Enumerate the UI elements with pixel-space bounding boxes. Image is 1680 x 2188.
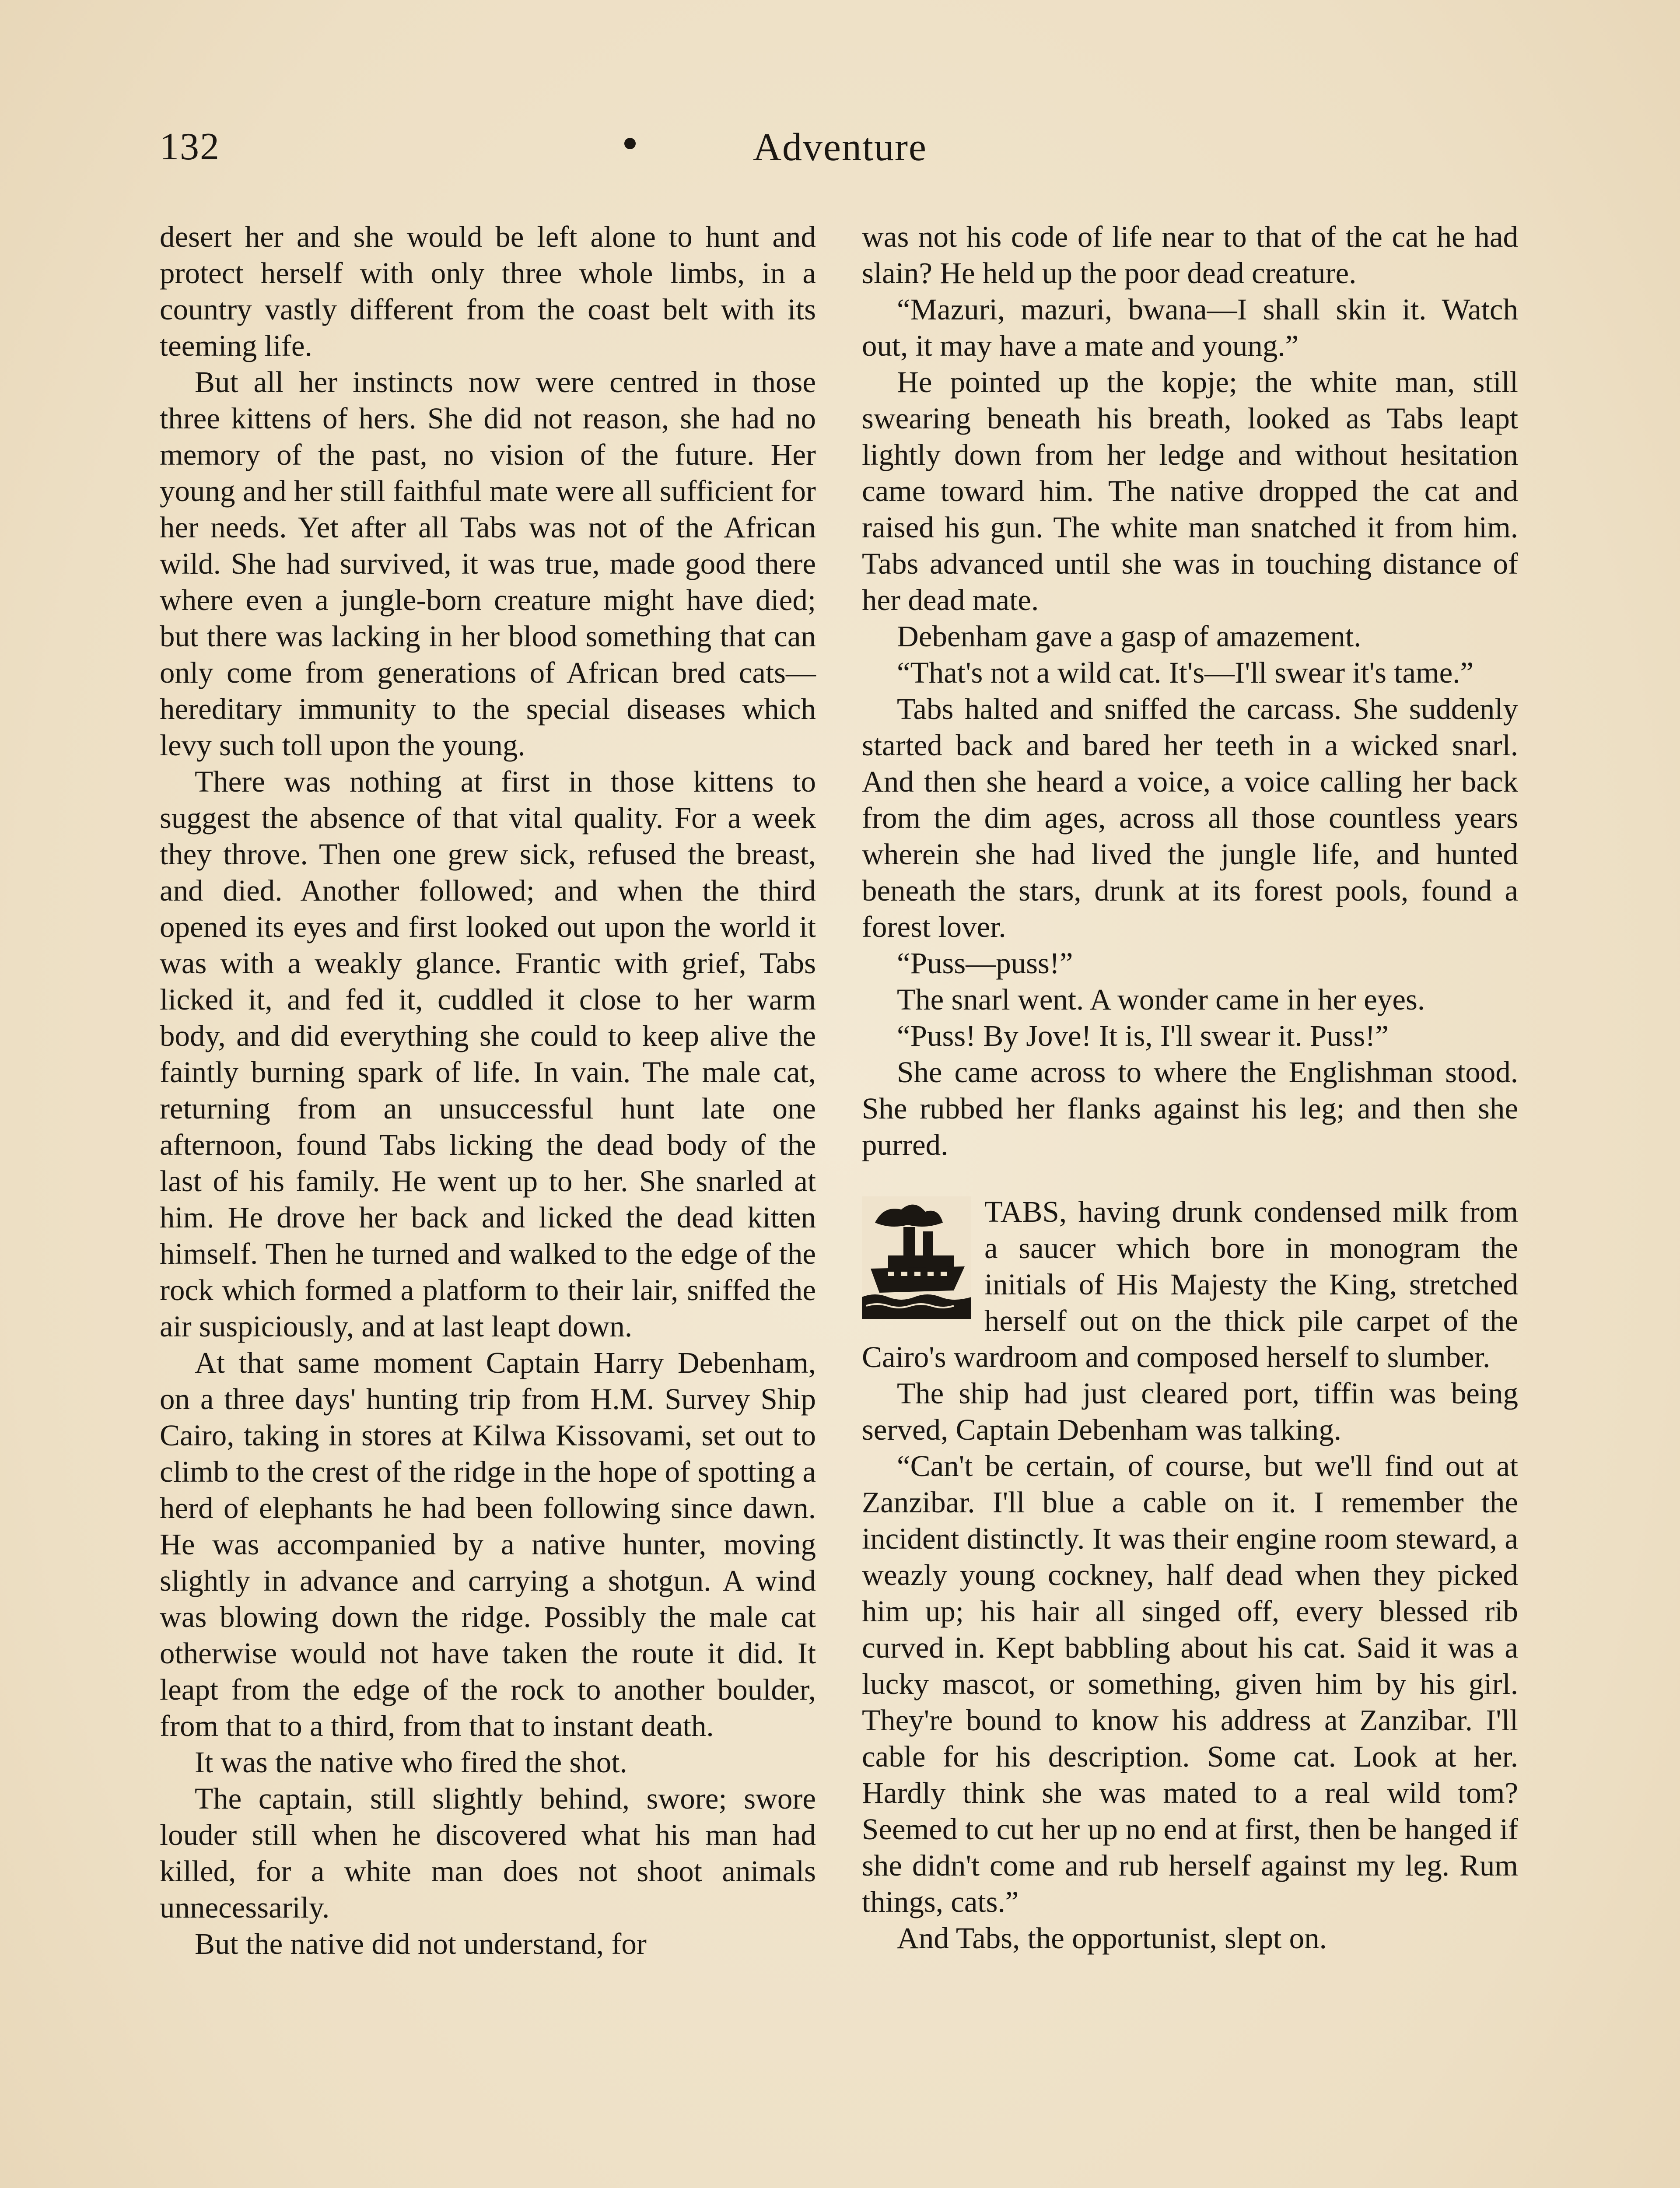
- section-break: [862, 1194, 1518, 1957]
- paragraph: “That's not a wild cat. It's—I'll swear it's tame.”: [897, 656, 1474, 689]
- paragraph: “Can't be certain, of course, but we'll find out at Zanzibar. I'll blue a cable on it. I remember the incident distinctly. It was their engine room steward, a weazly young cockney, half dead when they picked him up; his hair all singed off, every blessed rib curved in. Kept babbling about his cat. Said it was a lucky mascot, or something, given him by his girl. They're bound to know his address at Zanzibar. I'll cable for his description. Some cat. Look at her. Hardly think she was mated to a real wild tom? Seemed to cut her up no end at first, then be hanged if she didn't come and rub herself against my leg. Rum things, cats.”: [862, 1449, 1518, 1918]
- section-opening-paragraph: TABS, having drunk condensed milk from a saucer which bore in monogram the initials of His Majesty the King, stretched herself out on the thick pile carpet of the Cairo's wardroom and composed herself to slumber.: [862, 1195, 1518, 1374]
- paragraph: The ship had just cleared port, tiffin was being served, Captain Debenham was talking.: [862, 1377, 1518, 1446]
- paragraph: desert her and she would be left alone to hunt and protect herself with only three whole limbs, in a country vastly different from the coast belt with its teeming life.: [160, 220, 816, 362]
- paragraph: But the native did not understand, for: [195, 1927, 647, 1960]
- paragraph: Debenham gave a gasp of amazement.: [897, 620, 1362, 653]
- paragraph: was not his code of life near to that of the cat he had slain? He held up the poor dead creature.: [862, 220, 1518, 290]
- paragraph: “Puss—puss!”: [897, 947, 1073, 980]
- paragraph: “Puss! By Jove! It is, I'll swear it. Puss!”: [897, 1019, 1389, 1052]
- left-column: [160, 219, 816, 1962]
- paragraph: The snarl went. A wonder came in her eyes.: [897, 983, 1425, 1016]
- paragraph: At that same moment Captain Harry Debenham, on a three days' hunting trip from H.M. Survey Ship Cairo, taking in stores at Kilwa Kissovami, set out to climb to the crest of the ridge in the hope of spotting a herd of elephants he had been following since dawn. He was accompanied by a native hunter, moving slightly in advance and carrying a shotgun. A wind was blowing down the ridge. Possibly the male cat otherwise would not have taken the route it did. It leapt from the edge of the rock to another boulder, from that to a third, from that to instant death.: [160, 1346, 816, 1743]
- paragraph: Tabs halted and sniffed the carcass. She suddenly started back and bared her teeth in a wicked snarl. And then she heard a voice, a voice calling her back from the dim ages, across all those countless years wherein she had lived the jungle life, and hunted beneath the stars, drunk at its forest pools, found a forest lover.: [862, 692, 1518, 943]
- right-column: [862, 219, 1518, 1957]
- paragraph: The captain, still slightly behind, swore; swore louder still when he discovered what his man had killed, for a white man does not shoot animals unnecessarily.: [160, 1782, 816, 1924]
- paragraph: She came across to where the Englishman stood. She rubbed her flanks against his leg; and then she purred.: [862, 1055, 1518, 1161]
- paragraph: There was nothing at first in those kittens to suggest the absence of that vital quality. For a week they throve. Then one grew sick, refused the breast, and died. Another followed; and when the third opened its eyes and first looked out upon the world it was with a weakly glance. Frantic with grief, Tabs licked it, and fed it, cuddled it close to her warm body, and did everything she could to keep alive the faintly burning spark of life. In vain. The male cat, returning from an unsuccessful hunt late one afternoon, found Tabs licking the dead body of the last of his family. He went up to her. She snarled at him. He drove her back and licked the dead kitten himself. Then he turned and walked to the edge of the rock which formed a platform to their lair, sniffed the air suspiciously, and at last leapt down.: [160, 765, 816, 1343]
- paragraph: “Mazuri, mazuri, bwana—I shall skin it. Watch out, it may have a mate and young.”: [862, 293, 1518, 362]
- paragraph: It was the native who fired the shot.: [195, 1746, 627, 1779]
- paragraph: He pointed up the kopje; the white man, still swearing beneath his breath, looked as Tabs leapt lightly down from her ledge and without hesitation came toward him. The native dropped the cat and raised his gun. The white man snatched it from him. Tabs advanced until she was in touching distance of her dead mate.: [862, 365, 1518, 617]
- paragraph: And Tabs, the opportunist, slept on.: [897, 1922, 1327, 1955]
- paragraph: But all her instincts now were centred in those three kittens of hers. She did not reason, she had no memory of the past, no vision of the future. Her young and her still faithful mate were all sufficient for her needs. Yet after all Tabs was not of the African wild. She had survived, it was true, made good there where even a jungle-born creature might have died; but there was lacking in her blood something that can only come from generations of African bred cats—hereditary immunity to the special diseases which levy such toll upon the young.: [160, 365, 816, 762]
- steamship-icon: [862, 1196, 971, 1319]
- page-header: [160, 125, 1520, 190]
- running-title: Adventure: [753, 126, 927, 169]
- page-number: 132: [160, 126, 220, 168]
